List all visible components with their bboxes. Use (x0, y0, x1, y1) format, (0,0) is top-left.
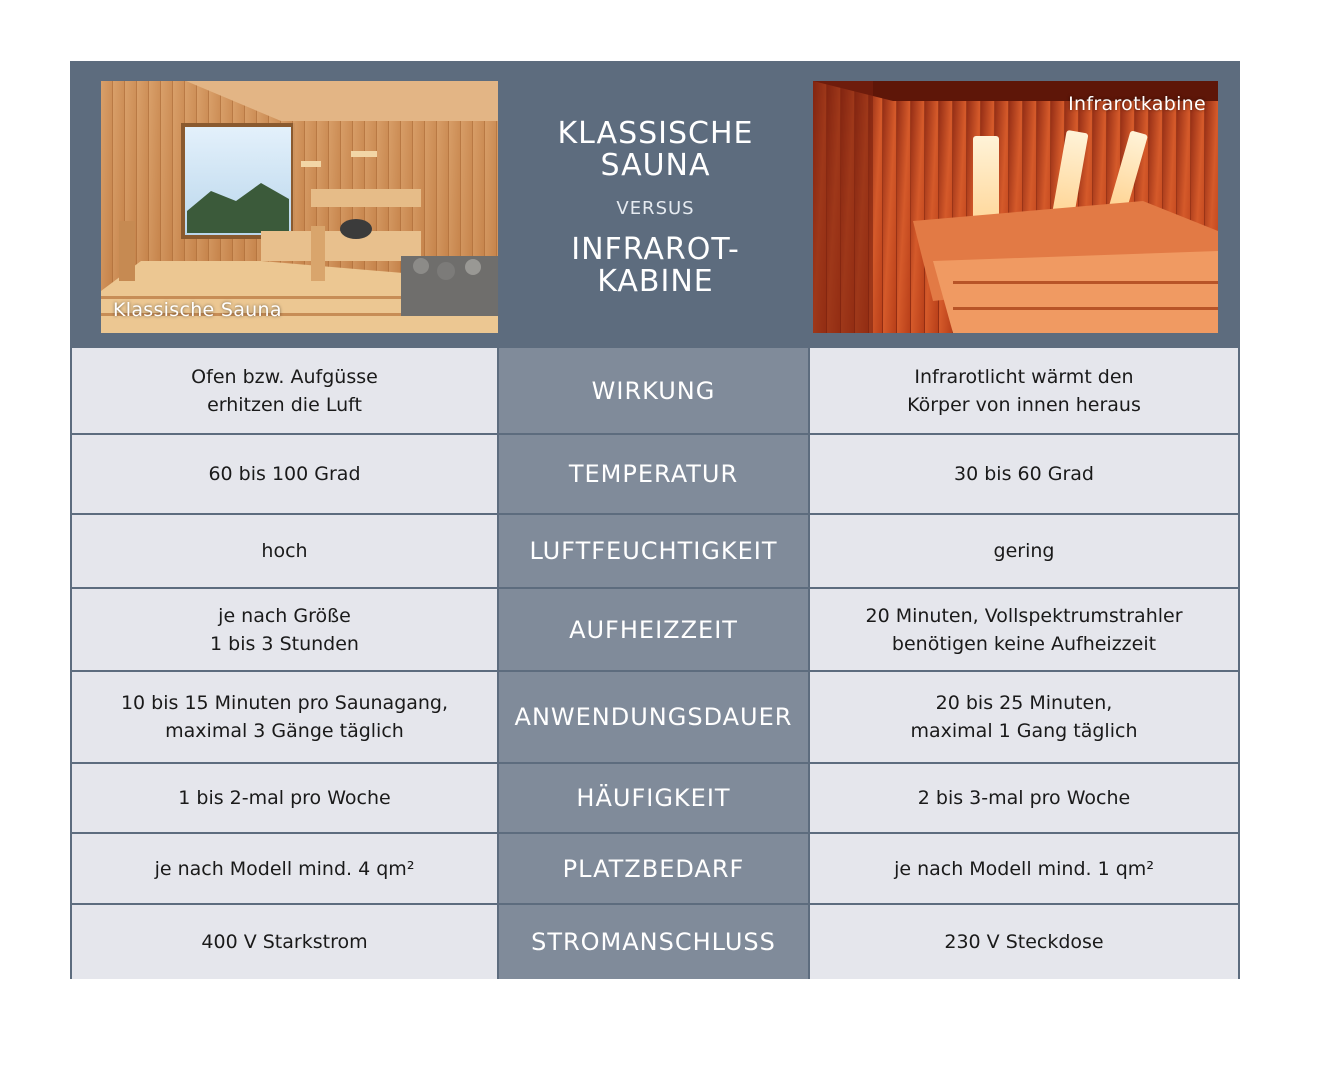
infrared-value: 30 bis 60 Grad (810, 435, 1238, 513)
criterion-label: WIRKUNG (499, 348, 808, 433)
title-infrared-cabin: INFRAROT- KABINE (571, 232, 740, 299)
infrared-cabin-caption: Infrarotkabine (1068, 93, 1206, 115)
classic-sauna-caption: Klassische Sauna (113, 299, 282, 321)
criterion-label: TEMPERATUR (499, 435, 808, 513)
sauna-value: 400 V Starkstrom (72, 905, 497, 979)
infrared-value: 2 bis 3-mal pro Woche (810, 764, 1238, 832)
table-row-stromanschluss (72, 905, 1238, 979)
criterion-label: LUFTFEUCHTIGKEIT (499, 515, 808, 587)
classic-sauna-photo (101, 81, 498, 333)
table-row-luftfeuchtigkeit (72, 515, 1238, 587)
criterion-label: AUFHEIZZEIT (499, 589, 808, 670)
title-block (500, 63, 811, 348)
infrared-value: gering (810, 515, 1238, 587)
infrared-value: 20 bis 25 Minuten, maximal 1 Gang täglich (810, 672, 1238, 762)
criterion-label: ANWENDUNGSDAUER (499, 672, 808, 762)
infrared-value: je nach Modell mind. 1 qm² (810, 834, 1238, 903)
sauna-value: je nach Modell mind. 4 qm² (72, 834, 497, 903)
sauna-value: hoch (72, 515, 497, 587)
table-row-temperatur (72, 435, 1238, 513)
infrared-cabin-photo (813, 81, 1218, 333)
infrared-value: Infrarotlicht wärmt den Körper von innen heraus (810, 348, 1238, 433)
criterion-label: PLATZBEDARF (499, 834, 808, 903)
sauna-value: 60 bis 100 Grad (72, 435, 497, 513)
sauna-value: je nach Größe 1 bis 3 Stunden (72, 589, 497, 670)
sauna-value: Ofen bzw. Aufgüsse erhitzen die Luft (72, 348, 497, 433)
sauna-value: 1 bis 2-mal pro Woche (72, 764, 497, 832)
criterion-label: HÄUFIGKEIT (499, 764, 808, 832)
comparison-table (70, 61, 1240, 979)
criterion-label: STROMANSCHLUSS (499, 905, 808, 979)
infrared-value: 230 V Steckdose (810, 905, 1238, 979)
sauna-value: 10 bis 15 Minuten pro Saunagang, maximal 3 Gänge täglich (72, 672, 497, 762)
table-row-haeufigkeit (72, 764, 1238, 832)
table-header (72, 63, 1238, 348)
table-row-wirkung (72, 348, 1238, 433)
table-row-anwendungsdauer (72, 672, 1238, 762)
table-row-platzbedarf (72, 834, 1238, 903)
versus-label: VERSUS (616, 198, 695, 219)
table-row-aufheizzeit (72, 589, 1238, 670)
title-classic-sauna: KLASSISCHE SAUNA (557, 116, 754, 183)
infrared-value: 20 Minuten, Vollspektrumstrahler benötigen keine Aufheizzeit (810, 589, 1238, 670)
